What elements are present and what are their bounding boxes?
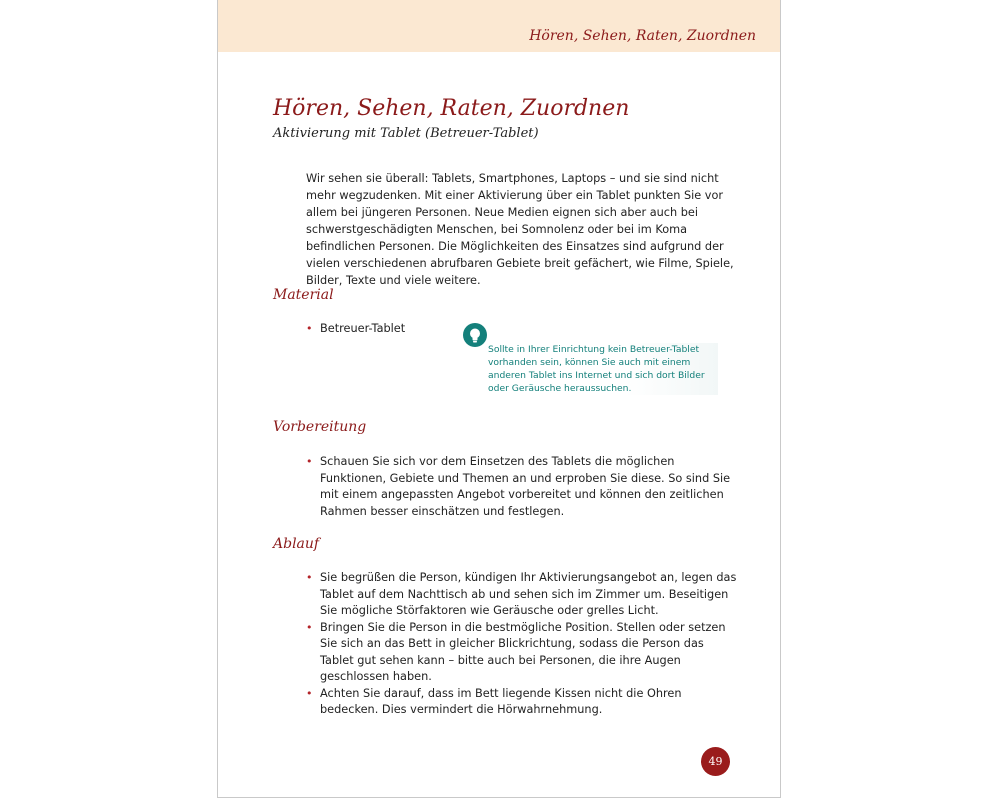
list-item-text: Schauen Sie sich vor dem Einsetzen des Tablets die möglichen Funktionen, Gebiete und Themen an und erproben Sie diese. So sind Sie mit einem angepassten Angebot vorbereitet und können den zeitlichen Rahmen besser einschätzen und festlegen. [320,455,731,518]
page-number: 49 [708,755,723,768]
tip-box-text: Sollte in Ihrer Einrichtung kein Betreuer-Tablet vorhanden sein, können Sie auch mit einem anderen Tablet ins Internet und sich dort Bilder oder Geräusche heraussuchen. [488,343,718,395]
bullet-icon: • [306,686,313,700]
bullet-icon: • [306,455,313,468]
intro-paragraph: Wir sehen sie überall: Tablets, Smartphones, Laptops – und sie sind nicht mehr wegzudenken. Mit einer Aktivierung über ein Tablet punkten Sie vor allem bei jüngeren Personen. Neue Medien eignen sich aber auch bei schwerstgeschädigten Menschen, bei Somnolenz oder bei im Koma befindlichen Personen. Die Möglichkeiten des Einsatzes sind aufgrund der vielen verschiedenen abrufbaren Gebiete breit gefächert, wie Filme, Spiele, Bilder, Texte und viele weitere. [306,172,734,287]
page-title: Hören, Sehen, Raten, Zuordnen [273,96,630,121]
header-band [218,0,780,52]
book-page [217,0,781,798]
ablauf-list [306,570,738,719]
page-number-badge [701,747,730,776]
running-title: Hören, Sehen, Raten, Zuordnen [529,28,756,44]
list-item-text: Achten Sie darauf, dass im Bett liegende Kissen nicht die Ohren bedecken. Dies vermindert die Hörwahrnehmung. [320,686,682,716]
lightbulb-icon [463,323,487,347]
section-heading-ablauf: Ablauf [273,536,320,552]
list-item-text: Sie begrüßen die Person, kündigen Ihr Aktivierungsangebot an, legen das Tablet auf dem Nachttisch ab und sehen sich im Zimmer um. Beseitigen Sie mögliche Störfaktoren wie Geräusche oder grelles Licht. [320,571,737,617]
list-item [306,686,738,719]
list-item [306,454,738,520]
vorbereitung-list [306,454,738,520]
bullet-icon: • [306,620,313,634]
section-heading-vorbereitung: Vorbereitung [273,419,367,435]
bullet-icon: • [306,571,313,584]
list-item [306,570,738,620]
material-list [306,321,456,338]
list-item [306,321,456,338]
bullet-icon: • [306,322,313,335]
page-subtitle: Aktivierung mit Tablet (Betreuer-Tablet) [273,126,539,141]
list-item-text: Bringen Sie die Person in die bestmögliche Position. Stellen oder setzen Sie sich an das Bett in gleicher Blickrichtung, sodass die Person das Tablet gut sehen kann – bitte auch bei Personen, die ihre Augen geschlossen haben. [320,620,726,683]
list-item [306,620,738,686]
section-heading-material: Material [273,287,334,303]
list-item-text: Betreuer-Tablet [320,322,406,335]
